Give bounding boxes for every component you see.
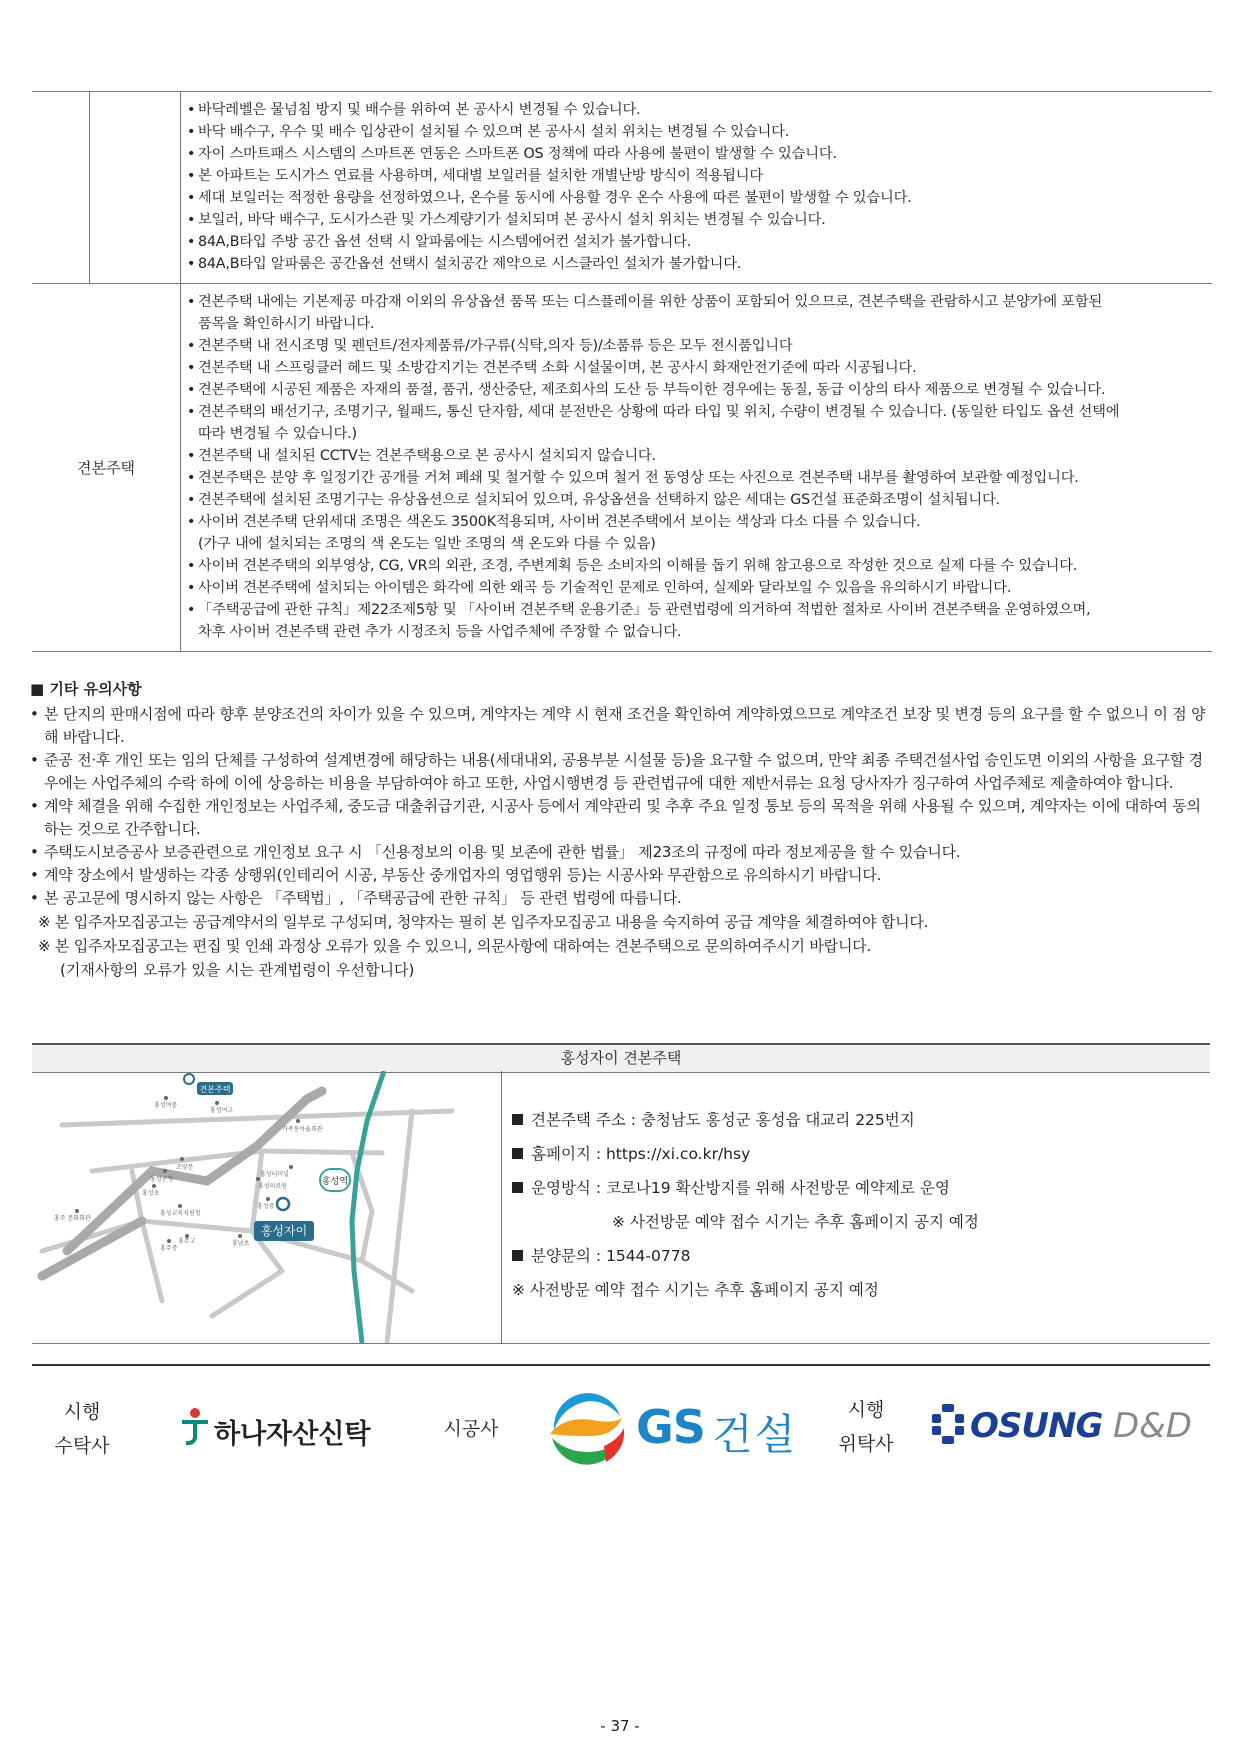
gs-logo-icon (544, 1388, 630, 1472)
divider (32, 1364, 1210, 1366)
row-label: 견본주택 (32, 284, 181, 652)
site-pin-icon (277, 1198, 289, 1210)
map-label-model-house: 견본주택 (199, 1085, 231, 1094)
model-house-info (512, 1103, 1192, 1307)
operation-line: 운영방식 : 코로나19 확산방지를 위해 사전방문 예약제로 운영 (512, 1171, 1192, 1205)
table-cell-empty (32, 92, 90, 284)
inquiry-line: 분양문의 : 1544-0778 (512, 1239, 1192, 1273)
map-place: 홍성의료원 (258, 1183, 287, 1190)
map-place: 홍주고 (178, 1238, 196, 1245)
table-cell-items (181, 92, 1213, 284)
bullet-item: • 본 아파트는 도시가스 연료를 사용하며, 세대별 보일러를 설치한 개별난방 방식이 적용됩니다 (187, 165, 1202, 187)
bullet-item: • 84A,B타입 알파룸은 공간옵션 선택시 설치공간 제약으로 시스클라인 설치가 불가합니다. (187, 253, 1202, 275)
page-number: - 37 - (600, 1717, 640, 1735)
note-item: • 주택도시보증공사 보증관련으로 개인정보 요구 시 「신용정보의 이용 및 보존에 관한 법률」 제23조의 규정에 따라 정보제공을 할 수 있습니다. (30, 841, 1215, 864)
bullet-item: • 보일러, 바닥 배수구, 도시가스관 및 가스계량기가 설치되며 본 공사시 설치 위치는 변경될 수 있습니다. (187, 209, 1202, 231)
bullet-item: • 사이버 견본주택의 외부영상, CG, VR의 외관, 조경, 주변계획 등은 소비자의 이해를 돕기 위해 참고용으로 작성한 것으로 실제 다를 수 있습니다. (187, 555, 1202, 577)
bullet-item: • 견본주택은 분양 후 일정기간 공개를 거쳐 폐쇄 및 철거할 수 있으며 철거 전 동영상 또는 사진으로 견본주택 내부를 촬영하여 보관할 예정입니다. (187, 467, 1202, 489)
builder-label: 시공사 (443, 1418, 499, 1440)
bullet-item: • 사이버 견본주택에 설치되는 아이템은 화각에 의한 왜곡 등 기술적인 문제로 인하여, 실제와 달라보일 수 있음을 유의하시기 바랍니다. (187, 577, 1202, 599)
reservation-note: ※ 사전방문 예약 접수 시기는 추후 홈페이지 공지 예정 (512, 1281, 879, 1299)
notes-list (30, 703, 1215, 910)
agent-label: 시행 위탁사 (838, 1399, 894, 1455)
bullet-item: • 견본주택 내에는 기본제공 마감재 이외의 유상옵션 품목 또는 디스플레이를 위한 상품이 포함되어 있으므로, 견본주택을 관람하시고 분양가에 포함된 품목을 확인하시기 바랍니다. (187, 291, 1202, 335)
section-title: ■ 기타 유의사항 (30, 680, 142, 698)
osung-logo (930, 1400, 1190, 1456)
note-item: • 본 단지의 판매시점에 따라 향후 분양조건의 차이가 있을 수 있으며, 계약자는 계약 시 현재 조건을 확인하여 계약하였으므로 계약조건 보장 및 변경 등의 요구를 할 수 없으니 이 점 양해 바랍니다. (30, 703, 1215, 749)
bullet-item: • 세대 보일러는 적정한 용량을 선정하였으나, 온수를 동시에 사용할 경우 온수 사용에 따른 불편이 발생할 수 있습니다. (187, 187, 1202, 209)
gs-kr-text: 건설 (712, 1410, 798, 1459)
reference-note: ※ 본 입주자모집공고는 공급계약서의 일부로 구성되며, 청약자는 필히 본 입주자모집공고 내용을 숙지하여 공급 계약을 체결하여야 합니다. (38, 913, 929, 931)
map-place: 조양문 (176, 1164, 194, 1171)
operation-note: ※ 사전방문 예약 접수 시기는 추후 홈페이지 공지 예정 (612, 1213, 979, 1231)
hana-logo-icon (180, 1406, 210, 1446)
square-bullet-icon (512, 1148, 523, 1159)
bullet-item: • 「주택공급에 관한 규칙」제22조제5항 및 「사이버 견본주택 운용기준」등 관련법령에 의거하여 적법한 절차로 사이버 견본주택을 운영하였으며, 차후 사이버 견본주택 관련 추가 시정조치 등을 사업주체에 주장할 수 없습니다. (187, 599, 1202, 643)
map-place: 홍성교육지원청 (160, 1210, 201, 1217)
square-bullet-icon (512, 1182, 523, 1193)
hana-trust-name: 하나자산신탁 (214, 1419, 371, 1450)
model-house-header: 홍성자이 견본주택 (32, 1043, 1210, 1073)
bullet-item: • 견본주택에 시공된 제품은 자재의 품절, 품귀, 생산중단, 제조회사의 도산 등 부득이한 경우에는 동질, 동급 이상의 타사 제품으로 변경될 수 있습니다. (187, 379, 1202, 401)
bullet-item: • 견본주택 내 설치된 CCTV는 견본주택용으로 본 공사시 설치되지 않습니다. (187, 445, 1202, 467)
map-place: 홍성중 (257, 1203, 275, 1210)
other-notes (30, 678, 1215, 982)
reference-note: (기재사항의 오류가 있을 시는 관계법령이 우선합니다) (60, 961, 415, 979)
trustee-label: 시행 수탁사 (54, 1401, 110, 1457)
bullet-item: • 바닥 배수구, 우수 및 배수 입상관이 설치될 수 있으며 본 공사시 설치 위치는 변경될 수 있습니다. (187, 121, 1202, 143)
table-cell-empty (90, 92, 181, 284)
map-place: 가족동아울회관 (282, 1126, 323, 1133)
map-label-site: 홍성자이 (260, 1224, 308, 1238)
location-map (32, 1071, 502, 1343)
bullet-item: • 자이 스마트패스 시스템의 스마트폰 연동은 스마트폰 OS 정책에 따라 사용에 불편이 발생할 수 있습니다. (187, 143, 1202, 165)
map-graphic (32, 1071, 501, 1343)
model-house-section (32, 1043, 1210, 1343)
bullet-item: • 견본주택에 설치된 조명기구는 유상옵션으로 설치되어 있으며, 유상옵션을 선택하지 않은 세대는 GS건설 표준화조명이 설치됩니다. (187, 489, 1202, 511)
bullet-item: • 견본주택 내 스프링클러 헤드 및 소방감지기는 견본주택 소화 시설물이며, 본 공사시 화재안전기준에 따라 시공됩니다. (187, 357, 1202, 379)
map-place: 홍성여고 (210, 1107, 234, 1114)
gs-text: GS (636, 1400, 705, 1454)
map-place: 홍성여중 (154, 1102, 178, 1109)
map-place: 홍성군청 (150, 1176, 174, 1183)
osung-logo-icon (930, 1402, 966, 1446)
homepage-line (512, 1137, 1192, 1171)
osung-text: OSUNG (970, 1406, 1103, 1446)
reference-note: ※ 본 입주자모집공고는 편집 및 인쇄 과정상 오류가 있을 수 있으니, 의문사항에 대하여는 견본주택으로 문의하여주시기 바랍니다. (38, 937, 872, 955)
row1-bullet-list (181, 92, 1212, 283)
note-item: • 본 공고문에 명시하지 않는 사항은 「주택법」, 「주택공급에 관한 규칙」 등 관련 법령에 따릅니다. (30, 887, 1215, 910)
bullet-item: • 견본주택의 배선기구, 조명기구, 월패드, 통신 단자함, 세대 분전반은 상황에 따라 타입 및 위치, 수량이 변경될 수 있습니다. (동일한 타입도 옵션 선택에 따라 변경될 수 있습니다.) (187, 401, 1202, 445)
row2-bullet-list (181, 284, 1212, 651)
model-house-pin-icon (184, 1074, 194, 1084)
square-bullet-icon (512, 1114, 523, 1125)
table-cell-items (181, 284, 1213, 652)
map-place: 홍성초 (142, 1190, 160, 1197)
map-label-station: 홍성역 (321, 1177, 349, 1187)
dnd-text: D&D (1113, 1406, 1192, 1446)
divider (32, 1343, 1210, 1344)
bullet-item: • 견본주택 내 전시조명 및 펜던트/전자제품류/가구류(식탁,의자 등)/소품류 등은 모두 전시품입니다 (187, 335, 1202, 357)
bullet-item: • 84A,B타입 주방 공간 옵션 선택 시 알파룸에는 시스템에어컨 설치가 불가합니다. (187, 231, 1202, 253)
homepage-link[interactable]: 홈페이지 : https://xi.co.kr/hsy (531, 1145, 751, 1163)
notice-table (32, 91, 1212, 652)
bullet-item: • 사이버 견본주택 단위세대 조명은 색온도 3500K적용되며, 사이버 견본주택에서 보이는 색상과 다소 다를 수 있습니다. (가구 내에 설치되는 조명의 색 온도는 일반 조명의 색 온도와 다를 수 있음) (187, 511, 1202, 555)
address-line: 견본주택 주소 : 충청남도 홍성군 홍성읍 대교리 225번지 (512, 1103, 1192, 1137)
gs-logo (544, 1388, 804, 1472)
map-place: 홍남초 (232, 1240, 250, 1247)
note-item: • 준공 전·후 개인 또는 임의 단체를 구성하여 설계변경에 해당하는 내용(세대내외, 공용부분 시설물 등)을 요구할 수 없으며, 만약 최종 주택건설사업 승인도면 이외의 사항을 요구할 경우에는 사업주체의 수락 하에 이에 상응하는 비용을 부담하여야 하고 또한, 사업시행변경 등 관련법규에 대한 제반서류는 요청 당사자가 징구하여 사업주체로 제출하여야 합니다. (30, 749, 1215, 795)
square-bullet-icon (512, 1250, 523, 1261)
note-item: • 계약 장소에서 발생하는 각종 상행위(인테리어 시공, 부동산 중개업자의 영업행위 등)는 시공사와 무관함으로 유의하시기 바랍니다. (30, 864, 1215, 887)
map-place: 홍성터미널 (260, 1171, 289, 1178)
bullet-item: • 바닥레벨은 물넘침 방지 및 배수를 위하여 본 공사시 변경될 수 있습니다. (187, 99, 1202, 121)
note-item: • 계약 체결을 위해 수집한 개인정보는 사업주체, 중도금 대출취급기관, 시공사 등에서 계약관리 및 추후 주요 일정 통보 등의 목적을 위해 사용될 수 있으며, 계약자는 이에 대하여 동의하는 것으로 간주합니다. (30, 795, 1215, 841)
map-place: 홍주 문화회관 (54, 1215, 91, 1222)
map-place: 홍주중 (160, 1245, 178, 1252)
